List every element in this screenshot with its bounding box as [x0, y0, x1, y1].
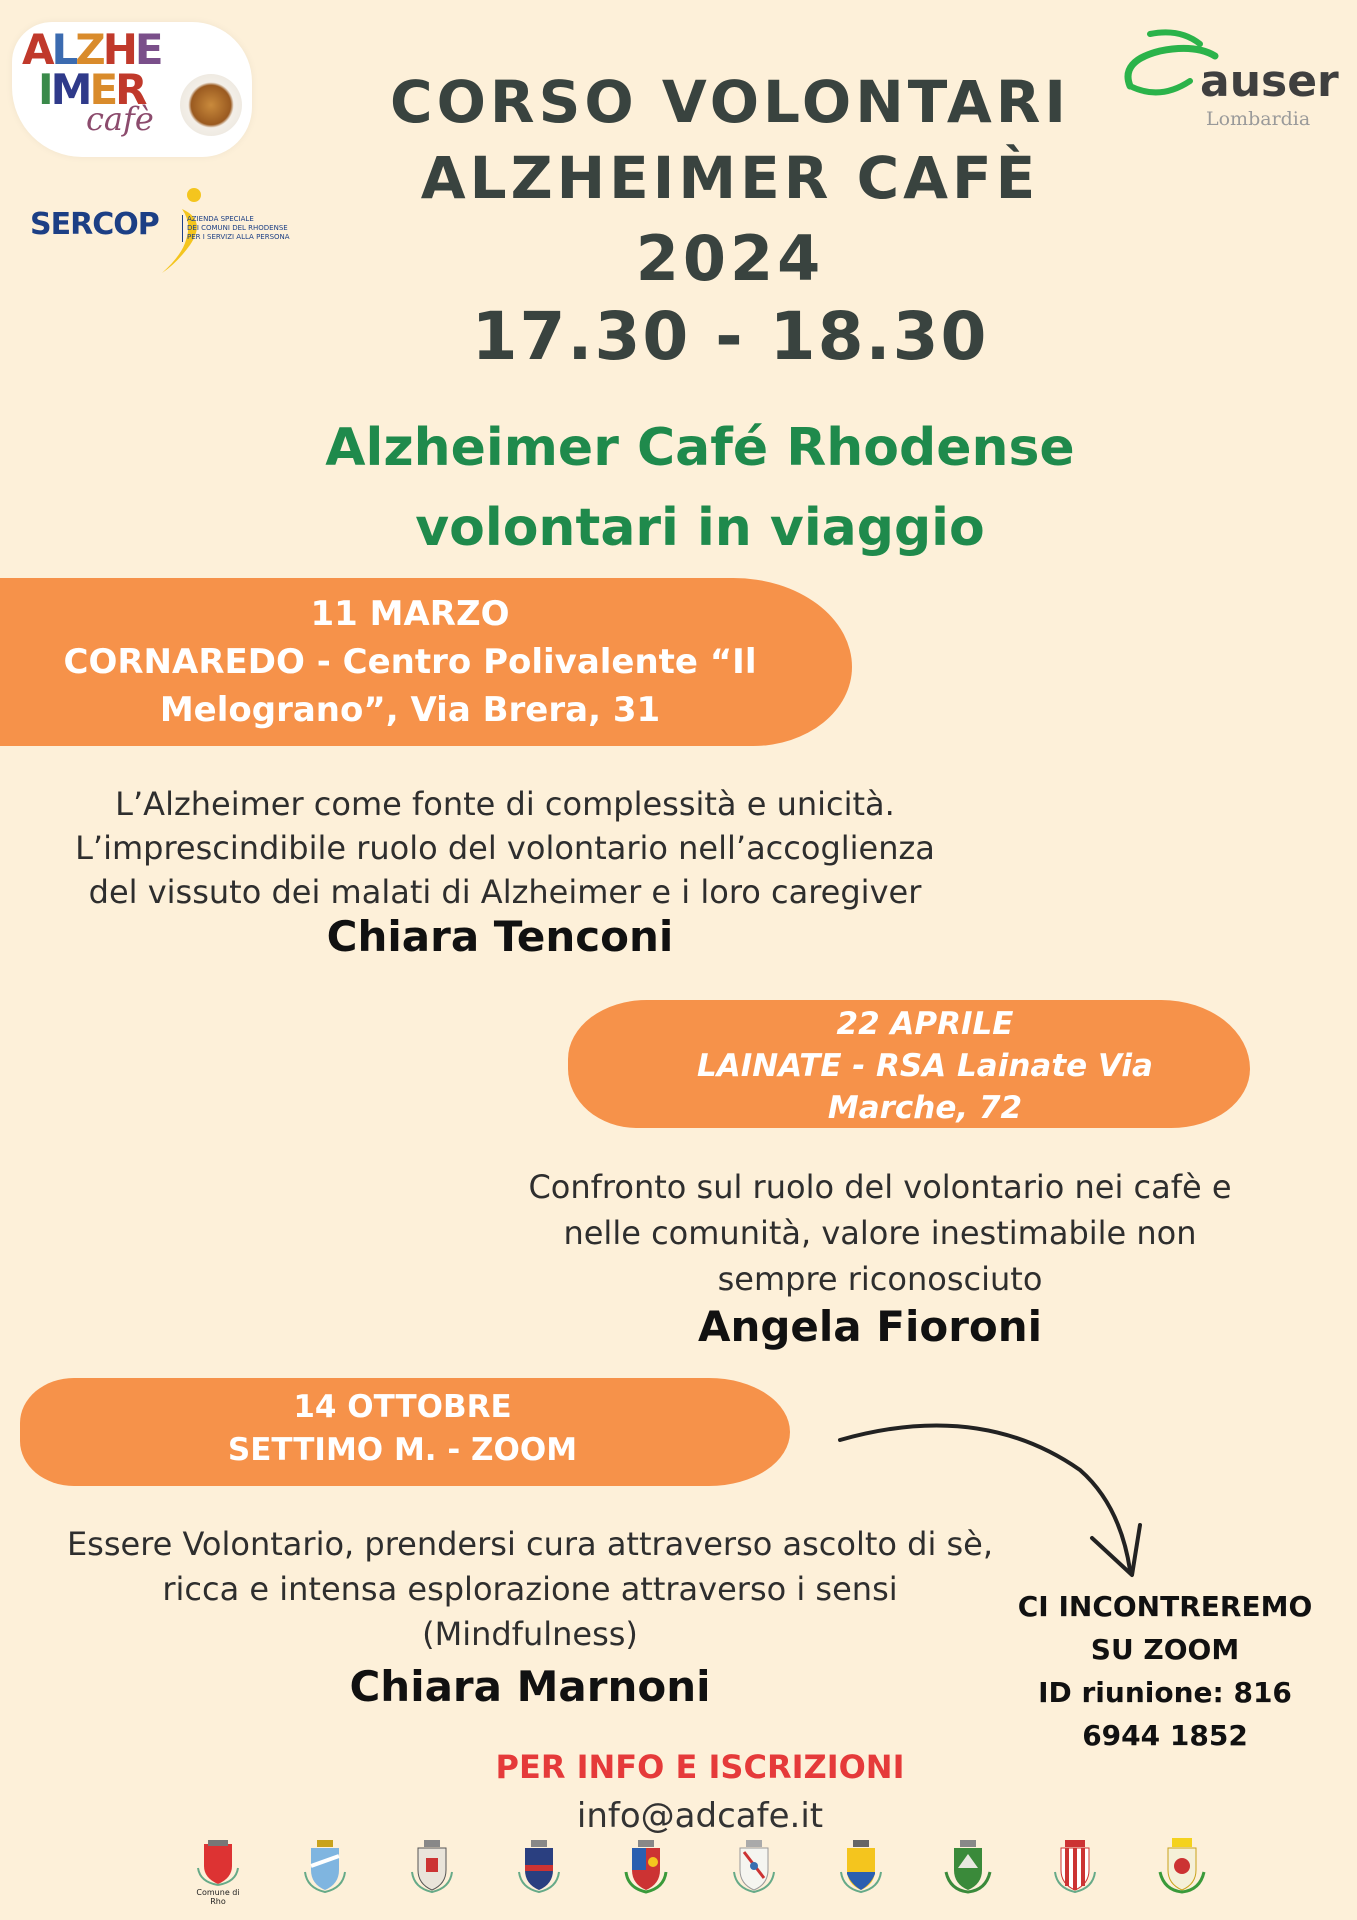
event2-place-line1: LAINATE - RSA Lainate Via — [697, 1048, 1153, 1084]
municipal-crests — [190, 1838, 1210, 1906]
event1-place-line1: CORNAREDO - Centro Polivalente “Il — [63, 642, 757, 682]
subtitle-line1: Alzheimer Café Rhodense — [325, 418, 1075, 478]
crest-3-icon — [404, 1838, 460, 1898]
course-title-line1: CORSO VOLONTARI — [390, 68, 1070, 136]
crest-5-icon — [618, 1838, 674, 1898]
contact-email[interactable]: info@adcafe.it — [576, 1796, 824, 1836]
event3-place-line1: SETTIMO M. - ZOOM — [227, 1432, 578, 1468]
event1-date: 11 MARZO — [310, 594, 510, 634]
event1-place-line2: Melograno”, Via Brera, 31 — [159, 690, 661, 730]
logo-letters: ALZHE IMER — [22, 25, 161, 114]
sercop-subtitle: AZIENDA SPECIALE DEI COMUNI DEL RHODENSE PER I SERVIZI ALLA PERSONA — [182, 215, 327, 242]
crest-7-icon — [833, 1838, 889, 1898]
crest-4-icon — [511, 1838, 567, 1898]
event1-speaker: Chiara Tenconi — [326, 912, 674, 961]
event2-description: Confronto sul ruolo del volontario nei cafè e nelle comunità, valore inestimabile non sempre riconosciuto — [528, 1168, 1232, 1298]
course-title-line2: ALZHEIMER CAFÈ — [420, 144, 1040, 212]
coffee-cup-icon — [180, 74, 242, 136]
event3-description: Essere Volontario, prendersi cura attraverso ascolto di sè, ricca e intensa esplorazione attraverso i sensi (Mindfulness) — [66, 1525, 994, 1653]
course-year: 2024 — [635, 222, 825, 295]
sercop-logo — [30, 185, 320, 275]
info-title: PER INFO E ISCRIZIONI — [495, 1748, 905, 1786]
crest-9-icon — [1047, 1838, 1103, 1898]
event1-description: L’Alzheimer come fonte di complessità e unicità. L’imprescindibile ruolo del volontario nell’accoglienza del vissuto dei malati di Alzheimer e i loro caregiver — [75, 785, 935, 911]
auser-region: Lombardia — [1206, 108, 1311, 130]
event2-place-line2: Marche, 72 — [827, 1090, 1023, 1126]
zoom-info: CI INCONTREREMO SU ZOOM ID riunione: 816 6944 1852 — [1017, 1590, 1313, 1752]
crest-8-icon — [940, 1838, 996, 1898]
event3-info — [20, 1386, 785, 1472]
auser-logo — [1120, 26, 1340, 136]
event3-speaker: Chiara Marnoni — [349, 1662, 711, 1711]
event3-date: 14 OTTOBRE — [293, 1389, 512, 1425]
logo-cafe-word: cafè — [86, 100, 154, 138]
event2-info — [590, 1003, 1260, 1129]
event2-date: 22 APRILE — [836, 1006, 1014, 1042]
subtitle-line2: volontari in viaggio — [415, 498, 985, 558]
event2-speaker: Angela Fioroni — [697, 1302, 1043, 1351]
course-time: 17.30 - 18.30 — [471, 298, 989, 375]
crest-caption: Comune di Rho — [196, 1888, 240, 1906]
crest-6-icon — [726, 1838, 782, 1898]
crest-rho-icon — [190, 1838, 246, 1906]
auser-name: auser — [1200, 56, 1339, 107]
alzheimer-cafe-logo — [12, 22, 252, 157]
sercop-name: SERCOP — [30, 207, 159, 242]
crest-2-icon — [297, 1838, 353, 1898]
crest-10-icon — [1154, 1838, 1210, 1898]
event1-info — [20, 590, 800, 734]
curved-arrow-icon — [830, 1410, 1150, 1590]
